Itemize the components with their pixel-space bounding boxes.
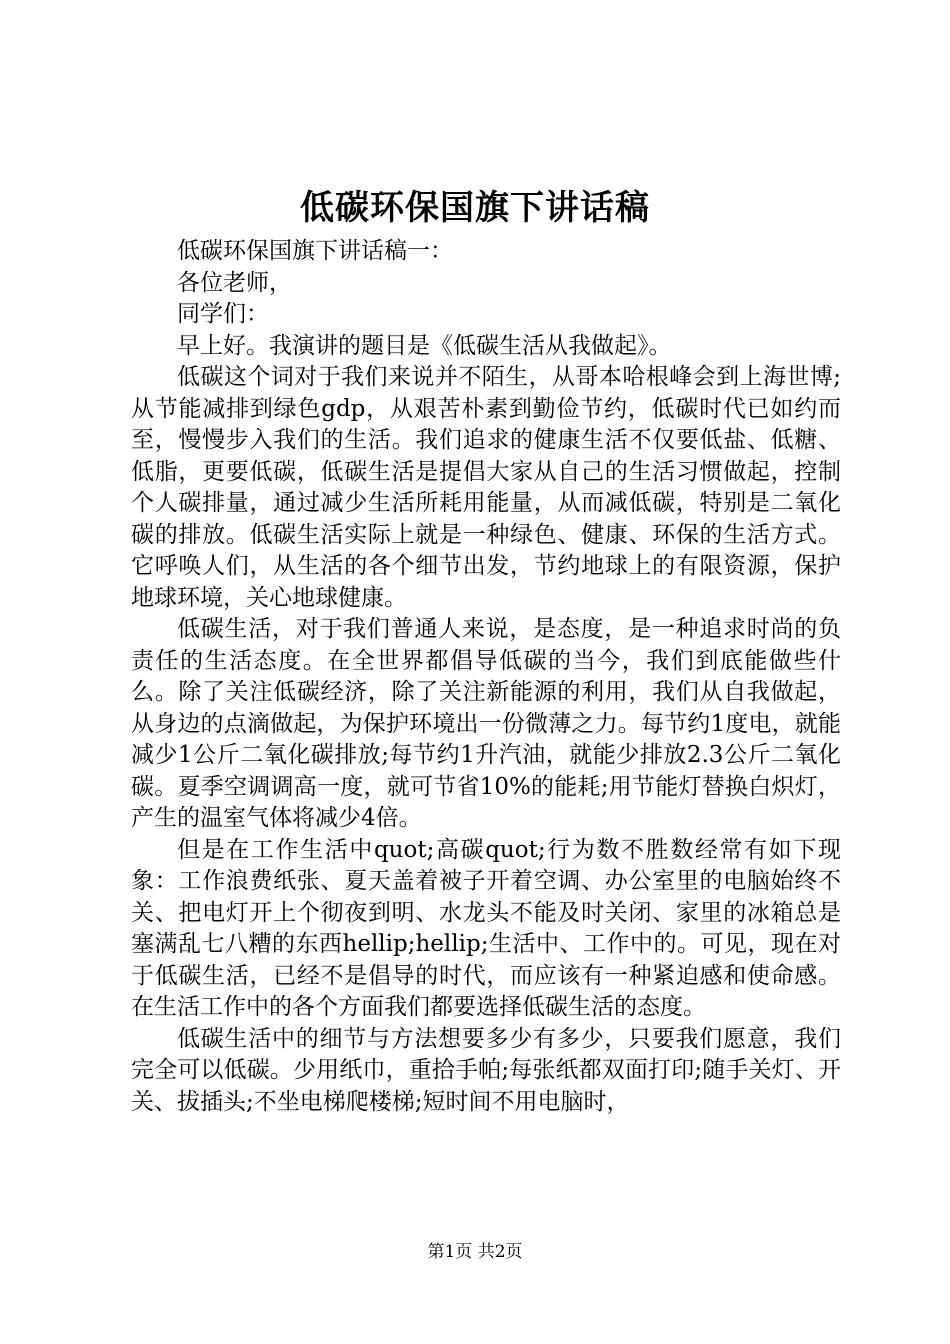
paragraph: 但是在工作生活中quot;高碳quot;行为数不胜数经常有如下现象：工作浪费纸张、夏天盖着被子开着空调、办公室里的电脑始终不关、把电灯开上个彻夜到明、水龙头不能及时关闭、家里的冰箱总是塞满乱七八糟的东西hellip;hellip;生活中、工作中的。可见，现在对于低碳生活，已经不是倡导的时代，而应该有一种紧迫感和使命感。在生活工作中的各个方面我们都要选择低碳生活的态度。 — [131, 836, 841, 1020]
paragraph: 低碳环保国旗下讲话稿一： — [177, 238, 453, 264]
paragraph: 低碳生活中的细节与方法想要多少有多少，只要我们愿意，我们完全可以低碳。少用纸巾，重拾手帕;每张纸都双面打印;随手关灯、开关、拔插头;不坐电梯爬楼梯;短时间不用电脑时， — [131, 1025, 841, 1115]
paragraph: 早上好。我演讲的题目是《低碳生活从我做起》。 — [177, 332, 672, 359]
page-footer: 第1页 共2页 — [427, 1242, 523, 1262]
paragraph: 低碳这个词对于我们来说并不陌生，从哥本哈根峰会到上海世博;从节能减排到绿色gdp，从艰苦朴素到勤俭节约，低碳时代已如约而至，慢慢步入我们的生活。我们追求的健康生活不仅要低盐、低糖、低脂，更要低碳，低碳生活是提倡大家从自己的生活习惯做起，控制个人碳排量，通过减少生活所耗用能量，从而减低碳，特别是二氧化碳的排放。低碳生活实际上就是一种绿色、健康、环保的生活方式。它呼唤人们，从生活的各个细节出发，节约地球上的有限资源，保护地球环境，关心地球健康。 — [131, 364, 841, 611]
document-title: 低碳环保国旗下讲话稿 — [300, 188, 650, 228]
paragraph: 各位老师， — [177, 269, 292, 296]
paragraph: 同学们： — [177, 301, 269, 327]
document-body — [131, 236, 841, 1118]
paragraph: 低碳生活，对于我们普通人来说，是态度，是一种追求时尚的负责任的生活态度。在全世界都倡导低碳的当今，我们到底能做些什么。除了关注低碳经济，除了关注新能源的利用，我们从自我做起，从身边的点滴做起，为保护环境出一份微薄之力。每节约1度电，就能减少1公斤二氧化碳排放;每节约1升汽油，就能少排放2.3公斤二氧化碳。夏季空调调高一度，就可节省10%的能耗;用节能灯替换白炽灯，产生的温室气体将减少4倍。 — [131, 616, 841, 831]
